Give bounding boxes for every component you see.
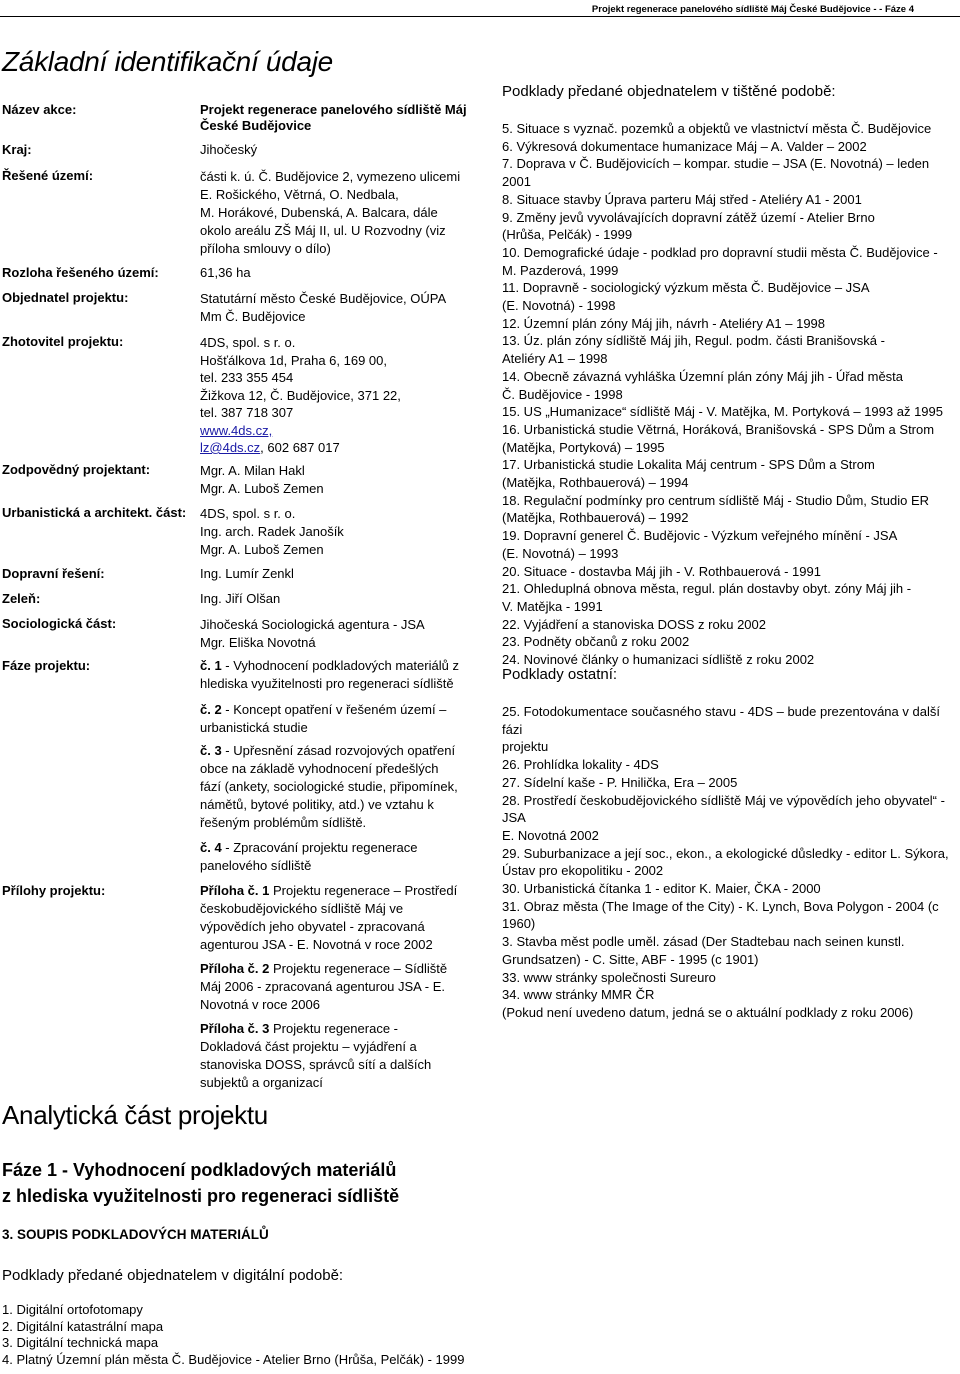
phase-text: - Vyhodnocení podkladových materiálů z hlediska využitelnosti pro regeneraci sídliště [200, 658, 459, 691]
list-item: 14. Obecně závazná vyhláška Územní plán zóny Máj jih - Úřad města Č. Budějovice - 1998 [502, 368, 904, 402]
printed-list [502, 120, 960, 669]
phase-lead: č. 1 [200, 658, 222, 673]
annex-1 [200, 882, 460, 954]
annex-lead: Příloha č. 3 [200, 1021, 270, 1036]
list-item: 30. Urbanistická čítanka 1 - editor K. Maier, ČKA - 2000 [502, 881, 821, 897]
list-item: 21. Ohleduplná obnova města, regul. plán dostavby obyt. zóny Máj jih - V. Matějka - 1991 [502, 581, 912, 614]
info-value: Ing. Lumír Zenkl [200, 566, 294, 581]
list-item: 3. Stavba měst podle uměl. zásad (Der Stadtebau nach seinen kunstl. Grundsatzen) - C. Sitte, ABF - 1995 (c 1901) [502, 934, 905, 967]
contractor-email-link[interactable]: lz@4ds.cz [200, 440, 261, 455]
analytic-heading: Analytická část projektu [2, 1100, 268, 1130]
phase-4 [200, 839, 460, 875]
printed-heading: Podklady předané objednatelem v tištěné podobě: [502, 83, 836, 100]
page-title: Základní identifikační údaje [2, 46, 333, 77]
list-item: 16. Urbanistická studie Větrná, Horáková, Branišovská - SPS Dům a Strom (Matějka, Portyková) – 1995 [502, 421, 935, 455]
info-value: části k. ú. Č. Budějovice 2, vymezeno ulicemi E. Rošického, Větrná, O. Nedbala, M. Horákové, Dubenská, A. Balcara, dále okolo areálu ZŠ Máj II, ul. U Rozvodny (viz příloha smlouvy o dílo) [200, 169, 461, 256]
list-item: 12. Územní plán zóny Máj jih, návrh - Ateliéry A1 – 1998 [502, 315, 826, 331]
phase-2 [200, 701, 460, 737]
phase-lead: č. 3 [200, 743, 222, 758]
list-item: 18. Regulační podmínky pro centrum sídliště Máj - Studio Dům, Studio ER (Matějka, Rothbauerová) – 1992 [502, 492, 930, 526]
phase-text: - Zpracování projektu regenerace panelového sídliště [200, 840, 418, 873]
list-item: 3. Digitální technická mapa [2, 1335, 159, 1350]
list-item: 1. Digitální ortofotomapy [2, 1302, 143, 1317]
list-item: 15. US „Humanizace“ sídliště Máj - V. Matějka, M. Portyková – 1993 až 1995 [502, 404, 943, 420]
phase-lead: č. 2 [200, 702, 222, 717]
printed-materials-section [502, 83, 960, 669]
info-value: Statutární město České Budějovice, OÚPA Mm Č. Budějovice [200, 291, 447, 324]
list-item: 20. Situace - dostavba Máj jih - V. Rothbauerová - 1991 [502, 563, 821, 579]
running-header: Projekt regenerace panelového sídliště Máj České Budějovice - - Fáze 4 [591, 4, 914, 15]
list-item: 8. Situace stavby Úprava parteru Máj střed - Ateliéry A1 - 2001 [502, 191, 862, 207]
list-item: 33. www stránky společnosti Sureuro [502, 969, 716, 985]
list-item: 7. Doprava v Č. Budějovicích – kompar. studie – JSA (E. Novotná) – leden 2001 [502, 156, 930, 190]
phase-lead: č. 4 [200, 840, 222, 855]
info-label: Řešené území: [2, 168, 94, 183]
list-item: 17. Urbanistická studie Lokalita Máj centrum - SPS Dům a Strom (Matějka, Rothbauerová) – 1994 [502, 457, 875, 491]
contractor-web-link[interactable]: www.4ds.cz, [200, 422, 273, 438]
info-label: Přílohy projektu: [2, 883, 106, 898]
phase-1 [200, 657, 460, 693]
list-item: 23. Podněty občanů z roku 2002 [502, 634, 690, 650]
list-item: 28. Prostředí českobudějovického sídliště Máj ve výpovědích jeho obyvatel“ - JSA E. Novotná 2002 [502, 792, 945, 843]
annex-text: Projektu regenerace – Sídliště Máj 2006 - zpracovaná agenturou JSA - E. Novotná v roce 2006 [200, 961, 448, 1012]
phase-text: - Upřesnění zásad rozvojových opatření obce na základě vyhodnocení předešlých fází (ankety, sociologické studie, připomínek, námětů, bytové politiky, atd.) ve vztahu k řešeným problémům sídliště. [200, 743, 458, 830]
list-item: 19. Dopravní generel Č. Budějovic - Výzkum veřejného mínění - JSA (E. Novotná) – 1993 [502, 528, 898, 561]
info-value: Projekt regenerace panelového sídliště Máj České Budějovice [200, 102, 467, 133]
annex-2 [200, 960, 460, 1014]
info-label: Urbanistická a architekt. část: [2, 505, 187, 520]
info-label: Fáze projektu: [2, 658, 91, 673]
info-label: Rozloha řešeného území: [2, 265, 159, 280]
list-item: 6. Výkresová dokumentace humanizace Máj – A. Valder – 2002 [502, 138, 867, 154]
phase-3 [200, 742, 460, 832]
list-item: 31. Obraz města (The Image of the City) - K. Lynch, Bova Polygon - 2004 (c 1960) [502, 898, 939, 932]
other-heading: Podklady ostatní: [502, 666, 618, 683]
list-item: 29. Suburbanizace a její soc., ekon., a ekologické důsledky - editor L. Sýkora, Ústav pro ekopolitiku - 2002 [502, 845, 949, 879]
contractor-text: 4DS, spol. s r. o. Hošťálkova 1d, Praha 6, 169 00, tel. 233 355 454 Žižkova 12, Č. Budějovice, 371 22, tel. 387 718 307 [200, 335, 401, 420]
list-item: 25. Fotodokumentace současného stavu - 4DS – bude prezentována v další fázi projektu [502, 704, 940, 755]
info-label: Dopravní řešení: [2, 566, 105, 581]
list-item: 2. Digitální katastrální mapa [2, 1318, 164, 1334]
list-item: 5. Situace s vyznač. pozemků a objektů ve vlastnictví města Č. Budějovice [502, 121, 932, 136]
list-item: 27. Sídelní kaše - P. Hnilička, Era – 2005 [502, 774, 738, 790]
list-item: 13. Úz. plán zóny sídliště Máj jih, Regul. podm. části Branišovská - Ateliéry A1 – 1998 [502, 333, 885, 367]
info-value: 4DS, spol. s r. o. Ing. arch. Radek Janošík Mgr. A. Luboš Zemen [200, 506, 344, 557]
list-item: 9. Změny jevů vyvolávajících dopravní zátěž území - Atelier Brno (Hrůša, Pelčák) - 1999 [502, 209, 875, 243]
info-label: Zhotovitel projektu: [2, 334, 124, 349]
info-label: Název akce: [2, 102, 77, 117]
info-label: Sociologická část: [2, 616, 117, 631]
list-item: 22. Vyjádření a stanoviska DOSS z roku 2002 [502, 616, 766, 632]
info-value: Mgr. A. Milan Hakl Mgr. A. Luboš Zemen [200, 463, 324, 496]
list-item: 11. Dopravně - sociologický výzkum města Č. Budějovice – JSA (E. Novotná) - 1998 [502, 280, 870, 314]
annex-text: Projektu regenerace – Prostředí českobudějovického sídliště Máj ve výpovědích jeho obyvatel - zpracovaná agenturou JSA - E. Novotná v roce 2002 [200, 883, 458, 952]
info-value: Jihočeský [200, 142, 258, 157]
annex-lead: Příloha č. 1 [200, 883, 270, 898]
info-label: Zeleň: [2, 591, 41, 606]
other-materials-section [502, 666, 960, 1022]
list-item: (Pokud není uvedeno datum, jedná se o aktuální podklady z roku 2006) [502, 1004, 914, 1020]
info-value: 61,36 ha [200, 265, 251, 280]
phase1-heading: Fáze 1 - Vyhodnocení podkladových materiálů z hlediska využitelnosti pro regeneraci sídliště [2, 1160, 400, 1206]
contractor-phone: , 602 687 017 [260, 440, 340, 455]
info-value: Jihočeská Sociologická agentura - JSA Mgr. Eliška Novotná [200, 617, 425, 650]
annex-3 [200, 1020, 460, 1092]
annex-lead: Příloha č. 2 [200, 961, 270, 976]
list-item: 24. Novinové články o humanizaci sídliště z roku 2002 [502, 652, 815, 668]
other-list [502, 703, 960, 1022]
header-rule [0, 16, 960, 17]
list-item: 10. Demografické údaje - podklad pro dopravní studii města Č. Budějovice - M. Pazderová, 1999 [502, 244, 938, 278]
info-label: Kraj: [2, 142, 32, 157]
list-item: 26. Prohlídka lokality - 4DS [502, 757, 659, 773]
digital-heading: Podklady předané objednatelem v digitální podobě: [2, 1267, 344, 1284]
soupis-heading: 3. SOUPIS PODKLADOVÝCH MATERIÁLŮ [2, 1227, 269, 1242]
digital-list [2, 1302, 464, 1368]
list-item: 34. www stránky MMR ČR [502, 987, 655, 1003]
info-label: Objednatel projektu: [2, 290, 129, 305]
info-value: Ing. Jiří Olšan [200, 591, 281, 606]
annex-text: Projektu regenerace - Dokladová část projektu – vyjádření a stanoviska DOSS, správců sítí a dalších subjektů a organizací [200, 1021, 432, 1090]
info-label: Zodpovědný projektant: [2, 462, 151, 477]
list-item: 4. Platný Územní plán města Č. Budějovice - Atelier Brno (Hrůša, Pelčák) - 1999 [2, 1351, 465, 1367]
info-value [200, 334, 480, 457]
phase-text: - Koncept opatření v řešeném území – urbanistická studie [200, 702, 447, 735]
